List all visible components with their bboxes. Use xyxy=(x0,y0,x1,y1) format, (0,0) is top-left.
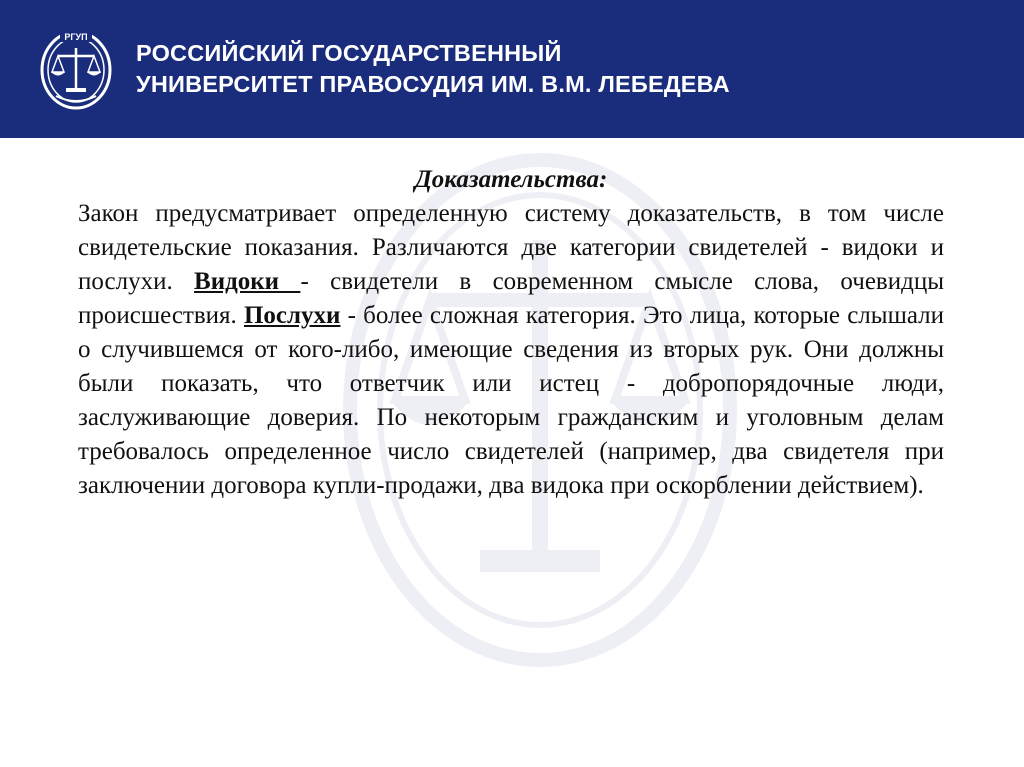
logo-abbreviation: РГУП xyxy=(64,32,88,42)
university-name-line1: РОССИЙСКИЙ ГОСУДАРСТВЕННЫЙ xyxy=(136,40,562,66)
slide-content xyxy=(78,163,944,503)
intro-text: Закон предусматривает определенную систему доказательств, в том числе свидетельские показания. Различаются две категории свидетелей - видоки и послухи. xyxy=(78,200,944,295)
university-name-line2: УНИВЕРСИТЕТ ПРАВОСУДИЯ ИМ. В.М. ЛЕБЕДЕВА xyxy=(136,71,730,97)
university-name xyxy=(136,38,730,100)
term-vidoki-definition: - свидетели в современном смысле слова, очевидцы происшествия. xyxy=(78,268,944,329)
term-poslukhi: Послухи xyxy=(243,302,341,329)
header-banner xyxy=(0,0,1024,138)
term-poslukhi-definition: - более сложная категория. Это лица, которые слышали о случившемся от кого-либо, имеющие сведения из вторых рук. Они должны были показать, что ответчик или истец - добропорядочные люди, заслуживающие доверия. По некоторым гражданским и уголовным делам требовалось определенное число свидетелей (например, два свидетеля при заключении договора купли-продажи, два видока при оскорблении действием). xyxy=(78,302,944,499)
slide-heading: Доказательства: xyxy=(414,166,608,193)
university-logo xyxy=(38,26,114,112)
slide-body-text xyxy=(78,197,944,503)
term-vidoki: Видоки xyxy=(194,268,301,295)
